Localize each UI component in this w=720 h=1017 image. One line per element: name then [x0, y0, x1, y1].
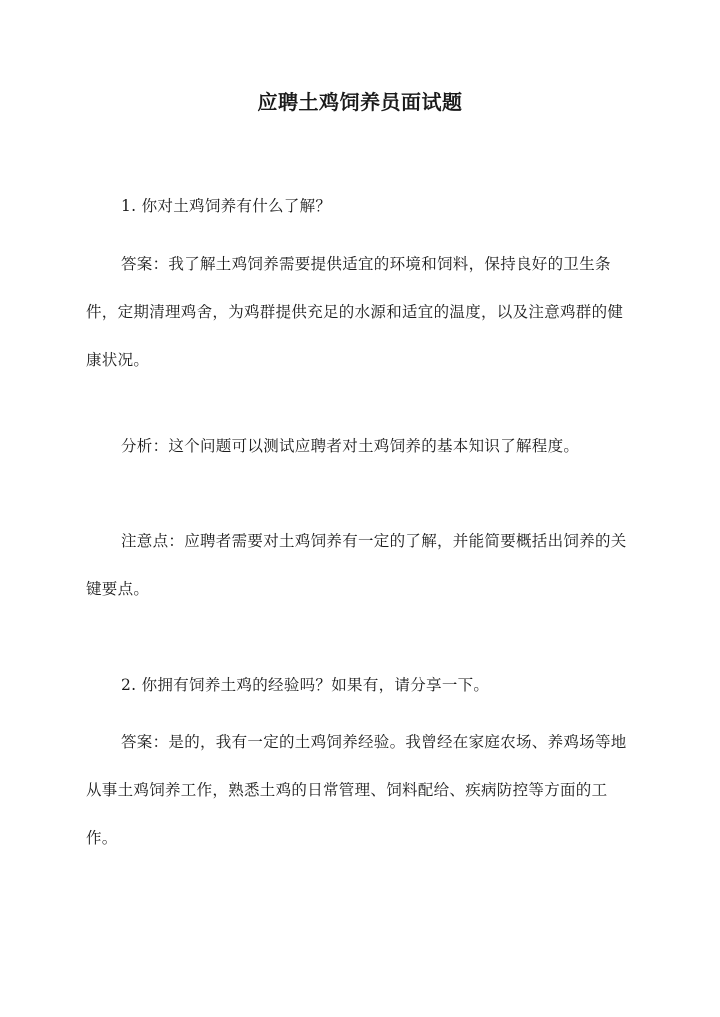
question-1: 1. 你对土鸡饲养有什么了解？: [121, 197, 332, 215]
note-1: 注意点：应聘者需要对土鸡饲养有一定的了解，并能简要概括出饲养的关键要点。: [86, 532, 627, 598]
question-2: 2. 你拥有饲养土鸡的经验吗？如果有，请分享一下。: [121, 676, 490, 694]
answer-1: 答案：我了解土鸡饲养需要提供适宜的环境和饲料，保持良好的卫生条件，定期清理鸡舍，为鸡群提供充足的水源和适宜的温度，以及注意鸡群的健康状况。: [86, 255, 624, 369]
analysis-1: 分析：这个问题可以测试应聘者对土鸡饲养的基本知识了解程度。: [121, 437, 580, 455]
document-title: 应聘土鸡饲养员面试题: [257, 90, 463, 114]
answer-2: 答案：是的，我有一定的土鸡饲养经验。我曾经在家庭农场、养鸡场等地从事土鸡饲养工作，熟悉土鸡的日常管理、饲料配给、疾病防控等方面的工作。: [86, 733, 627, 847]
